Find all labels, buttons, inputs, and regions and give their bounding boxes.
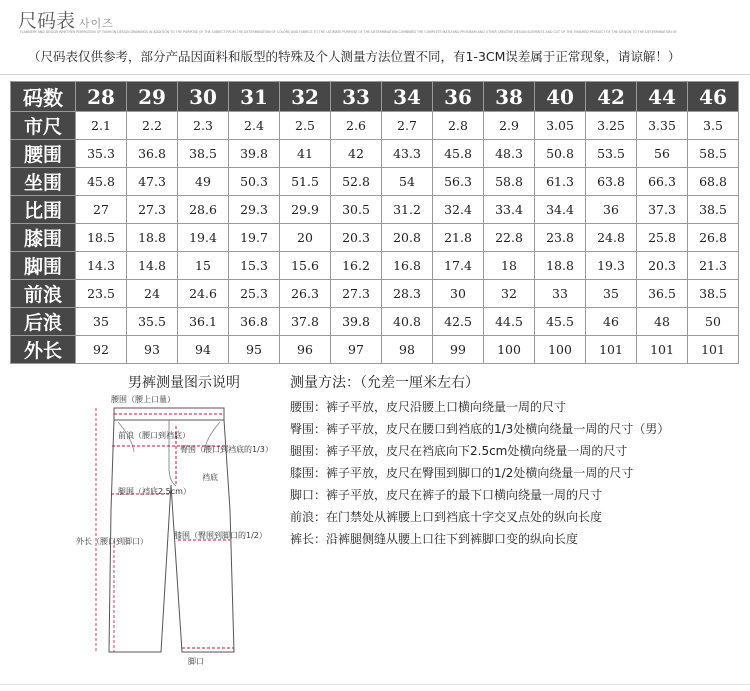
table-cell: 31.2 <box>382 196 433 224</box>
table-cell: 21.3 <box>688 252 739 280</box>
table-cell: 44.5 <box>484 308 535 336</box>
table-cell: 68.8 <box>688 168 739 196</box>
table-cell: 2.9 <box>484 112 535 140</box>
label-waist: 腰围（腰上口量） <box>111 395 175 404</box>
size-header-label: 码数 <box>11 82 76 112</box>
table-cell: 36.8 <box>127 140 178 168</box>
method-item: 脚口：裤子平放，皮尺在裤子的最下口横向绕量一周的尺寸 <box>290 488 603 502</box>
table-cell: 2.2 <box>127 112 178 140</box>
table-cell: 66.3 <box>637 168 688 196</box>
diagram-title: 男裤测量图示说明 <box>128 375 240 391</box>
table-cell: 25.8 <box>637 224 688 252</box>
table-cell: 50.8 <box>535 140 586 168</box>
table-cell: 94 <box>178 336 229 364</box>
table-cell: 52.8 <box>331 168 382 196</box>
table-cell: 3.25 <box>586 112 637 140</box>
table-cell: 53.5 <box>586 140 637 168</box>
size-column-header: 36 <box>433 82 484 112</box>
size-column-header: 28 <box>76 82 127 112</box>
table-cell: 25.3 <box>229 280 280 308</box>
table-cell: 50.3 <box>229 168 280 196</box>
size-column-header: 30 <box>178 82 229 112</box>
row-label: 前浪 <box>11 280 76 308</box>
table-cell: 38.5 <box>178 140 229 168</box>
methods-list <box>290 396 669 550</box>
table-cell: 28.6 <box>178 196 229 224</box>
table-cell: 33.4 <box>484 196 535 224</box>
table-cell: 101 <box>688 336 739 364</box>
table-cell: 36.1 <box>178 308 229 336</box>
table-cell: 19.3 <box>586 252 637 280</box>
table-cell: 16.8 <box>382 252 433 280</box>
table-cell: 18.5 <box>76 224 127 252</box>
label-hem: 脚口 <box>188 657 204 666</box>
title-subtitle: 사이즈 <box>79 17 114 30</box>
size-column-header: 31 <box>229 82 280 112</box>
table-row <box>11 252 739 280</box>
method-item: 腿围：裤子平放，皮尺在裆底向下2.5cm处横向绕量一周的尺寸 <box>290 444 628 458</box>
table-cell: 24 <box>127 280 178 308</box>
table-cell: 39.8 <box>229 140 280 168</box>
table-cell: 35.5 <box>127 308 178 336</box>
table-row <box>11 336 739 364</box>
method-item: 前浪：在门禁处从裤腰上口到裆底十字交叉点处的纵向长度 <box>290 510 603 524</box>
table-cell: 63.8 <box>586 168 637 196</box>
table-cell: 45.8 <box>76 168 127 196</box>
method-item: 腰围：裤子平放，皮尺沿腰上口横向绕量一周的尺寸 <box>290 400 567 414</box>
table-cell: 2.4 <box>229 112 280 140</box>
row-label: 坐围 <box>11 168 76 196</box>
table-cell: 54 <box>382 168 433 196</box>
row-label: 比围 <box>11 196 76 224</box>
table-row <box>11 224 739 252</box>
table-cell: 42.5 <box>433 308 484 336</box>
table-cell: 2.7 <box>382 112 433 140</box>
table-cell: 27.3 <box>127 196 178 224</box>
method-item: 膝围：裤子平放，皮尺在臀围到脚口的1/2处横向绕量一周的尺寸 <box>290 466 634 480</box>
table-cell: 22.8 <box>484 224 535 252</box>
table-cell: 100 <box>535 336 586 364</box>
table-cell: 20.3 <box>331 224 382 252</box>
table-cell: 100 <box>484 336 535 364</box>
row-label: 脚围 <box>11 252 76 280</box>
table-cell: 30.5 <box>331 196 382 224</box>
row-label: 腰围 <box>11 140 76 168</box>
page-header <box>0 0 750 64</box>
table-cell: 48.3 <box>484 140 535 168</box>
table-cell: 35.3 <box>76 140 127 168</box>
method-item: 裤长：沿裤腿侧缝从腰上口往下到裤脚口变的纵向长度 <box>290 532 579 546</box>
row-label: 后浪 <box>11 308 76 336</box>
table-cell: 35 <box>586 280 637 308</box>
table-row <box>11 196 739 224</box>
table-cell: 2.5 <box>280 112 331 140</box>
label-crotch: 裆底 <box>202 473 218 482</box>
table-cell: 32 <box>484 280 535 308</box>
page-title <box>18 6 114 33</box>
method-item: 臀围：裤子平放，皮尺在腰口到裆底的1/3处横向绕量一周的尺寸（男） <box>290 422 670 436</box>
size-column-header: 32 <box>280 82 331 112</box>
table-cell: 21.8 <box>433 224 484 252</box>
row-label: 外长 <box>11 336 76 364</box>
label-thigh: 腿围（裆底2.5cm） <box>118 487 191 496</box>
table-cell: 28.3 <box>382 280 433 308</box>
table-cell: 34.4 <box>535 196 586 224</box>
table-cell: 61.3 <box>535 168 586 196</box>
table-cell: 20.3 <box>637 252 688 280</box>
table-cell: 3.35 <box>637 112 688 140</box>
table-cell: 2.3 <box>178 112 229 140</box>
table-cell: 26.8 <box>688 224 739 252</box>
table-cell: 37.3 <box>637 196 688 224</box>
table-cell: 37.8 <box>280 308 331 336</box>
table-cell: 40.8 <box>382 308 433 336</box>
table-cell: 46 <box>586 308 637 336</box>
table-cell: 38.5 <box>688 280 739 308</box>
label-outseam: 外长（腰口到脚口） <box>76 537 148 546</box>
size-column-header: 42 <box>586 82 637 112</box>
size-column-header: 40 <box>535 82 586 112</box>
size-column-header: 34 <box>382 82 433 112</box>
table-cell: 2.8 <box>433 112 484 140</box>
size-column-header: 44 <box>637 82 688 112</box>
pants-diagram <box>76 390 284 680</box>
table-cell: 27 <box>76 196 127 224</box>
table-cell: 96 <box>280 336 331 364</box>
table-cell: 18.8 <box>535 252 586 280</box>
table-cell: 56 <box>637 140 688 168</box>
table-cell: 2.1 <box>76 112 127 140</box>
table-cell: 17.4 <box>433 252 484 280</box>
table-cell: 19.7 <box>229 224 280 252</box>
table-cell: 16.2 <box>331 252 382 280</box>
table-cell: 2.6 <box>331 112 382 140</box>
table-cell: 101 <box>637 336 688 364</box>
table-cell: 30 <box>433 280 484 308</box>
table-cell: 19.4 <box>178 224 229 252</box>
table-cell: 26.3 <box>280 280 331 308</box>
table-cell: 20.8 <box>382 224 433 252</box>
table-cell: 95 <box>229 336 280 364</box>
table-cell: 39.8 <box>331 308 382 336</box>
table-cell: 18 <box>484 252 535 280</box>
size-column-header: 46 <box>688 82 739 112</box>
table-cell: 24.6 <box>178 280 229 308</box>
table-cell: 36.5 <box>637 280 688 308</box>
table-cell: 58.5 <box>688 140 739 168</box>
table-cell: 58.8 <box>484 168 535 196</box>
divider <box>0 74 750 75</box>
table-cell: 93 <box>127 336 178 364</box>
table-cell: 38.5 <box>688 196 739 224</box>
table-row <box>11 280 739 308</box>
table-cell: 92 <box>76 336 127 364</box>
table-cell: 48 <box>637 308 688 336</box>
table-row <box>11 140 739 168</box>
table-cell: 3.5 <box>688 112 739 140</box>
table-cell: 29.3 <box>229 196 280 224</box>
table-cell: 99 <box>433 336 484 364</box>
size-header-row <box>11 82 739 112</box>
table-cell: 15.3 <box>229 252 280 280</box>
size-column-header: 29 <box>127 82 178 112</box>
table-cell: 41 <box>280 140 331 168</box>
table-row <box>11 112 739 140</box>
table-row <box>11 308 739 336</box>
fine-print: FLANNERY AND DESIGN WHETHER PERMISSION OF FASHION DESIGN DRAWINGS IN ADDITION TO THE PURPOSE OF THE SUBJECT FROM THE DETERMINATION OF COLORS AND FABRICS TO THE ULTIMATE PURPOSE OF THE DETERMINATION COMBINED THE COMPLETE MATCHING PROGRAM AND OTHER CREATIVE DESIGN ELEMENTS AND CUT OF THE FINISHED PRODUCT OF THE DESIGN TO THE DETERMINATION OF <box>20 30 677 34</box>
table-cell: 24.8 <box>586 224 637 252</box>
bottom-divider <box>0 684 750 685</box>
table-cell: 33 <box>535 280 586 308</box>
table-cell: 98 <box>382 336 433 364</box>
size-column-header: 33 <box>331 82 382 112</box>
table-cell: 101 <box>586 336 637 364</box>
size-table <box>10 81 739 364</box>
row-label: 膝围 <box>11 224 76 252</box>
table-cell: 23.5 <box>76 280 127 308</box>
table-cell: 3.05 <box>535 112 586 140</box>
label-front-rise: 前浪（腰口到裆底） <box>118 431 190 440</box>
table-cell: 15.6 <box>280 252 331 280</box>
table-cell: 15 <box>178 252 229 280</box>
label-knee: 膝围（臀围到脚口的1/2） <box>174 531 267 540</box>
title-text: 尺码表 <box>18 10 76 32</box>
table-cell: 51.5 <box>280 168 331 196</box>
table-cell: 50 <box>688 308 739 336</box>
table-cell: 29.9 <box>280 196 331 224</box>
table-cell: 27.3 <box>331 280 382 308</box>
table-cell: 97 <box>331 336 382 364</box>
row-label: 市尺 <box>11 112 76 140</box>
table-cell: 49 <box>178 168 229 196</box>
table-cell: 35 <box>76 308 127 336</box>
table-cell: 32.4 <box>433 196 484 224</box>
table-cell: 20 <box>280 224 331 252</box>
table-cell: 56.3 <box>433 168 484 196</box>
disclaimer-text: （尺码表仅供参考，部分产品因面料和版型的特殊及个人测量方法位置不同，有1-3CM误差属于正常现象，请谅解！） <box>28 49 681 64</box>
label-hip: 臀围（腰口到裆底的1/3） <box>180 445 273 454</box>
table-cell: 36 <box>586 196 637 224</box>
table-cell: 36.8 <box>229 308 280 336</box>
table-cell: 45.5 <box>535 308 586 336</box>
table-row <box>11 168 739 196</box>
table-cell: 43.3 <box>382 140 433 168</box>
table-cell: 14.3 <box>76 252 127 280</box>
size-column-header: 38 <box>484 82 535 112</box>
table-cell: 47.3 <box>127 168 178 196</box>
table-cell: 14.8 <box>127 252 178 280</box>
table-cell: 18.8 <box>127 224 178 252</box>
methods-title: 测量方法：（允差一厘米左右） <box>290 375 479 391</box>
table-cell: 23.8 <box>535 224 586 252</box>
table-cell: 45.8 <box>433 140 484 168</box>
table-cell: 42 <box>331 140 382 168</box>
